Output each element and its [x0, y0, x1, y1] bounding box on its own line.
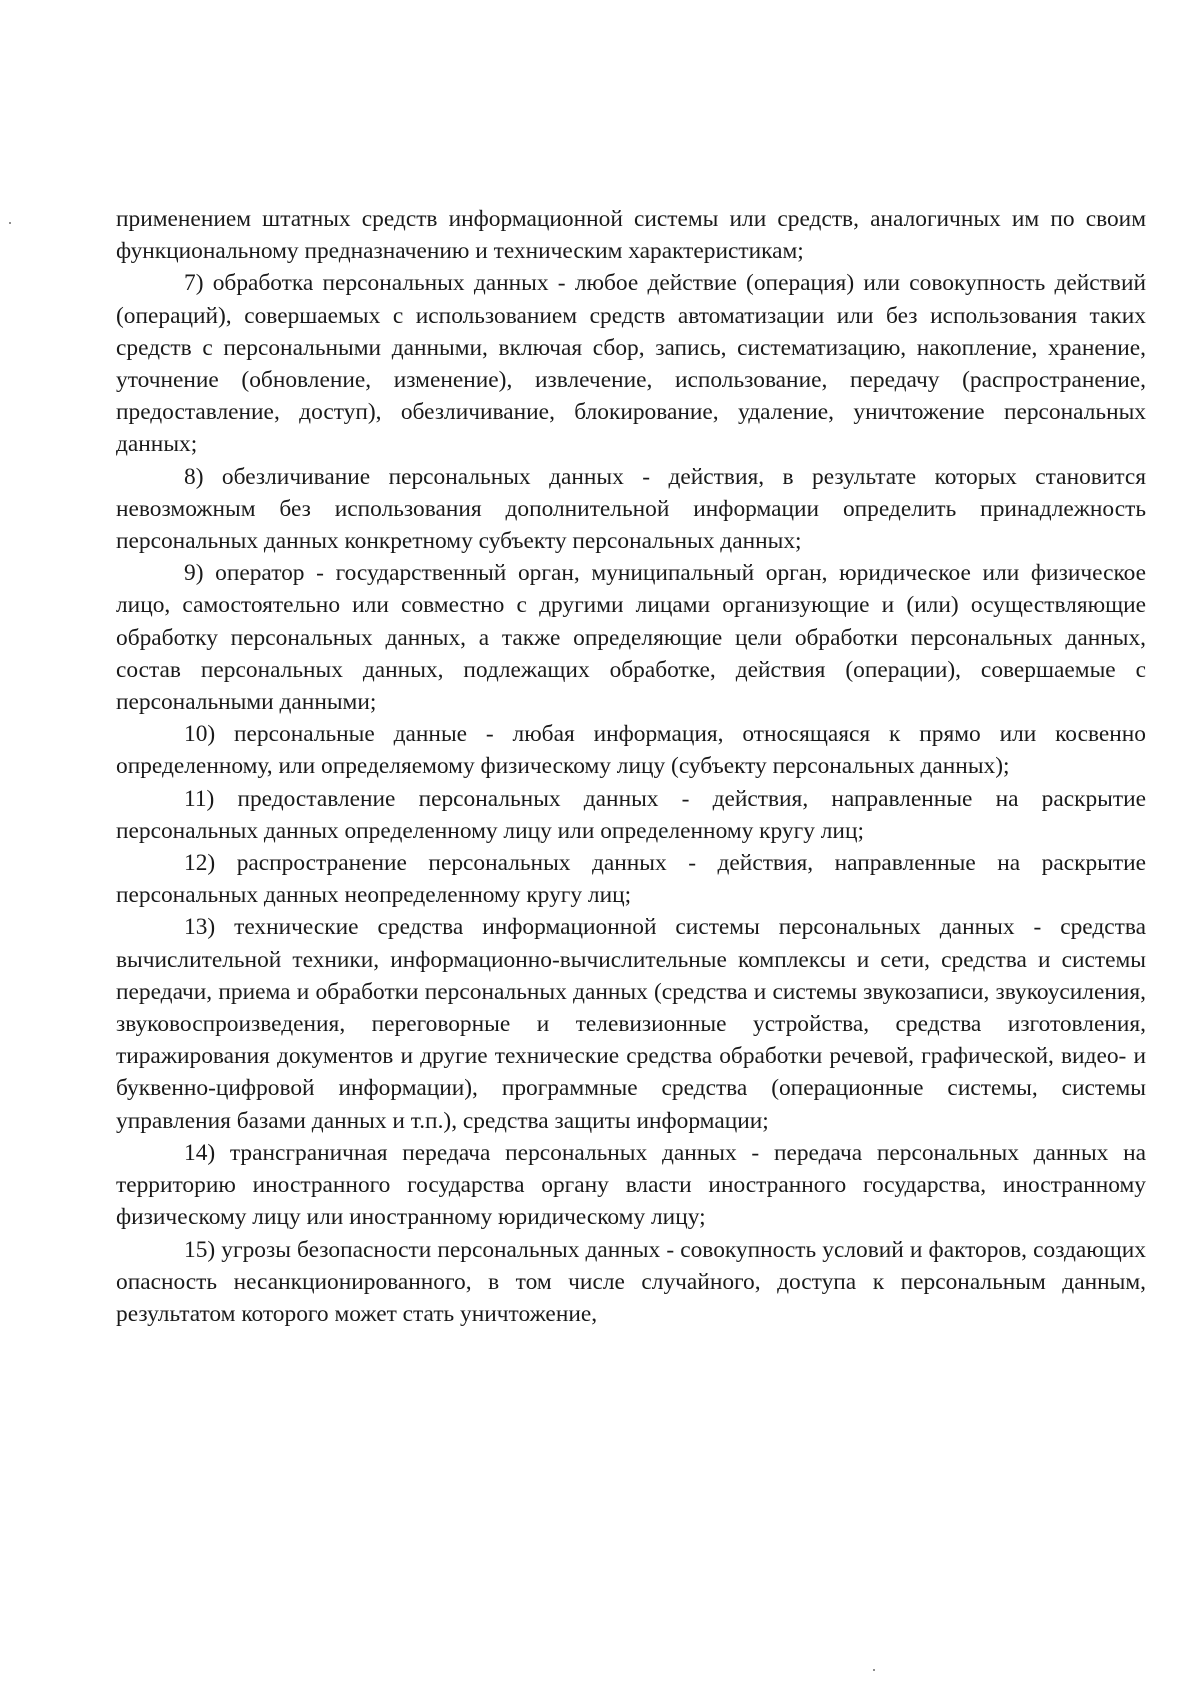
paragraph-item-10: 10) персональные данные - любая информация, относящаяся к прямо или косвенно определенному, или определяемому физическому лицу (субъекту персональных данных);	[116, 721, 1146, 780]
paragraph-item-12: 12) распространение персональных данных - действия, направленные на раскрытие персональных данных неопределенному кругу лиц;	[116, 850, 1146, 909]
paragraph-item-7: 7) обработка персональных данных - любое действие (операция) или совокупность действий (операций), совершаемых с использованием средств автоматизации или без использования таких средств с персональными данными, включая сбор, запись, систематизацию, накопление, хранение, уточнение (обновление, изменение), извлечение, использование, передачу (распространение, предоставление, доступ), обезличивание, блокирование, удаление, уничтожение персональных данных;	[116, 270, 1146, 458]
document-body	[116, 203, 1146, 1330]
paragraph-item-15: 15) угрозы безопасности персональных данных - совокупность условий и факторов, создающих опасность несанкционированного, в том числе случайного, доступа к персональным данным, результатом которого может стать уничтожение,	[116, 1236, 1146, 1327]
paragraph-item-8: 8) обезличивание персональных данных - действия, в результате которых становится невозможным без использования дополнительной информации определить принадлежность персональных данных конкретному субъекту персональных данных;	[116, 463, 1146, 555]
scan-speck	[873, 1669, 875, 1671]
paragraph-item-9: 9) оператор - государственный орган, муниципальный орган, юридическое или физическое лицо, самостоятельно или совместно с другими лицами организующие и (или) осуществляющие обработку персональных данных, а также определяющие цели обработки персональных данных, состав персональных данных, подлежащих обработке, действия (операции), совершаемые с персональными данными;	[116, 560, 1146, 716]
paragraph-item-11: 11) предоставление персональных данных - действия, направленные на раскрытие персональных данных определенному лицу или определенному кругу лиц;	[116, 785, 1146, 844]
scan-speck	[9, 222, 11, 224]
paragraph-item-13: 13) технические средства информационной системы персональных данных - средства вычислительной техники, информационно-вычислительные комплексы и сети, средства и системы передачи, приема и обработки персональных данных (средства и системы звукозаписи, звукоусиления, звуковоспроизведения, переговорные и телевизионные устройства, средства изготовления, тиражирования документов и другие технические средства обработки речевой, графической, видео- и буквенно-цифровой информации), программные средства (операционные системы, системы управления базами данных и т.п.), средства защиты информации;	[116, 914, 1146, 1134]
paragraph-item-14: 14) трансграничная передача персональных данных - передача персональных данных на территорию иностранного государства органу власти иностранного государства, иностранному физическому лицу или иностранному юридическому лицу;	[116, 1139, 1146, 1231]
paragraph-continuation: применением штатных средств информационной системы или средств, аналогичных им по своим функциональному предназначению и техническим характеристикам;	[116, 206, 1146, 265]
